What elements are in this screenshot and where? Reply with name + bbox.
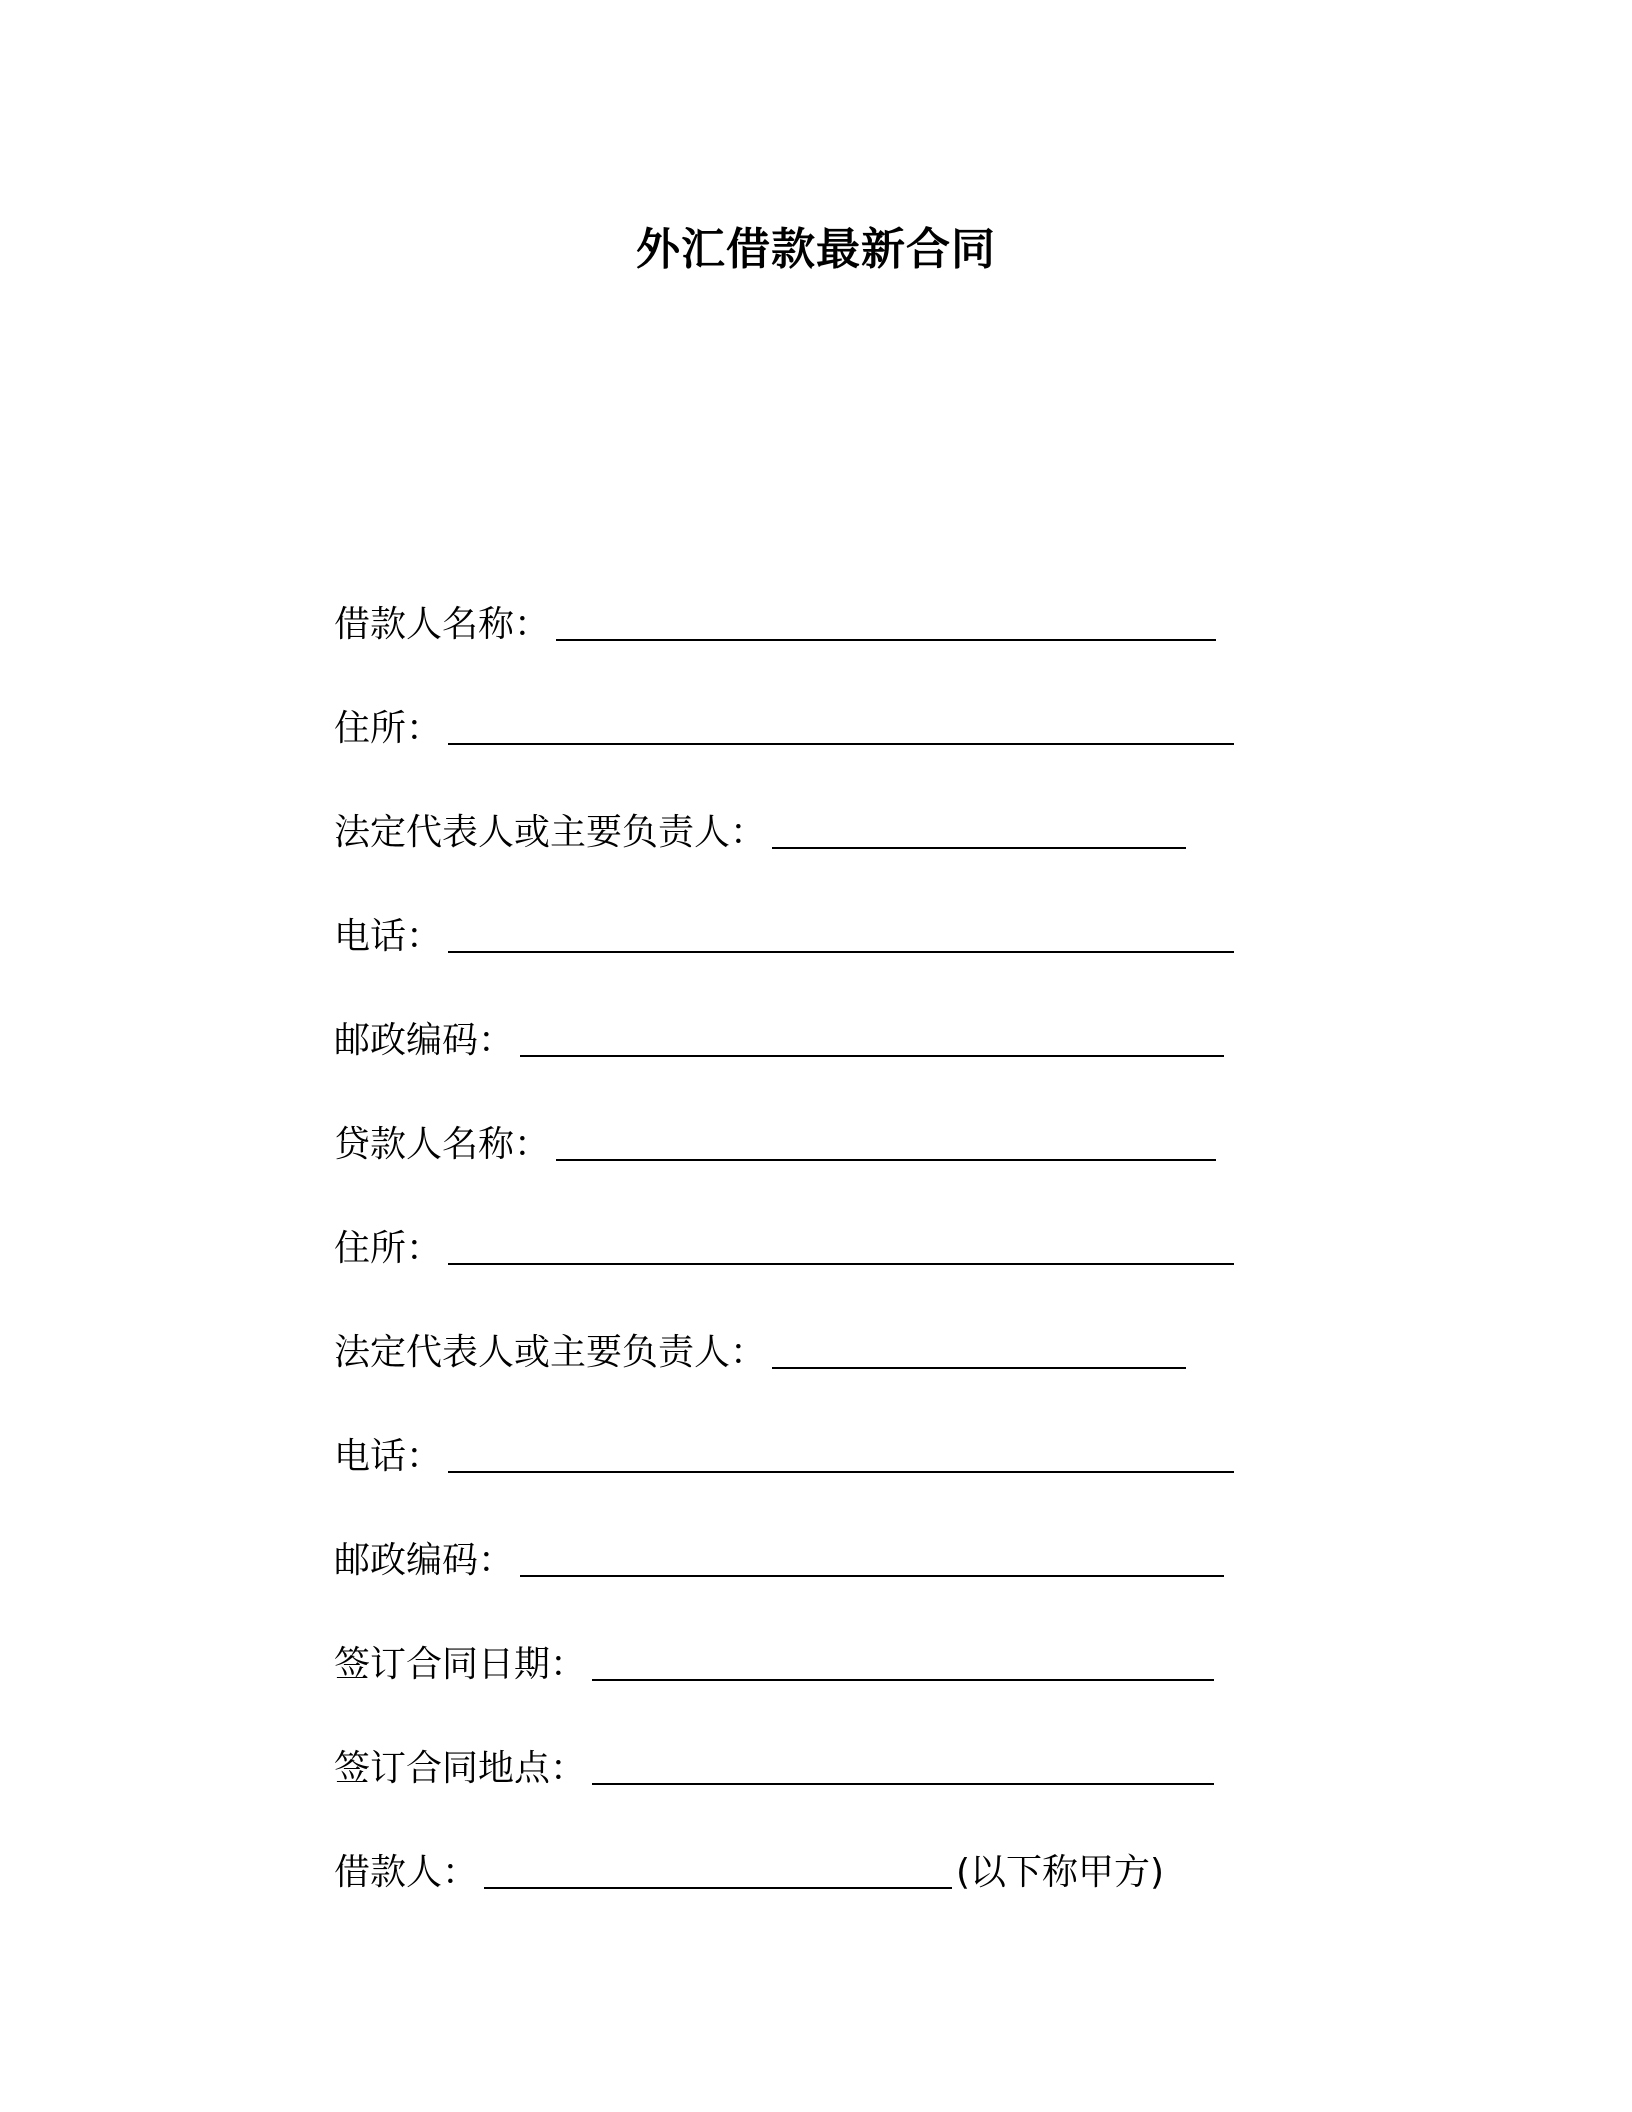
field-label: 贷款人名称： [334, 1124, 551, 1165]
lender-postcode-blank[interactable] [520, 1531, 1224, 1577]
field-label: 电话： [334, 1436, 443, 1477]
borrower-phone-blank[interactable] [448, 907, 1234, 953]
field-label: 电话： [334, 916, 443, 957]
signing-place-row [334, 1739, 1334, 1843]
field-label: 邮政编码： [334, 1020, 515, 1061]
borrower-name-row [334, 595, 1334, 699]
lender-phone-row [334, 1427, 1334, 1531]
lender-phone-blank[interactable] [448, 1427, 1234, 1473]
field-label: 签订合同日期： [334, 1644, 587, 1685]
borrower-party-a-blank[interactable] [484, 1843, 952, 1889]
lender-name-row [334, 1115, 1334, 1219]
borrower-representative-blank[interactable] [772, 803, 1186, 849]
borrower-party-a-row [334, 1843, 1334, 1947]
field-label: 借款人： [334, 1852, 479, 1893]
field-label: 借款人名称： [334, 604, 551, 645]
borrower-representative-row [334, 803, 1334, 907]
lender-representative-row [334, 1323, 1334, 1427]
signing-date-row [334, 1635, 1334, 1739]
signing-place-blank[interactable] [592, 1739, 1214, 1785]
lender-address-row [334, 1219, 1334, 1323]
lender-address-blank[interactable] [448, 1219, 1234, 1265]
field-label: 法定代表人或主要负责人： [334, 1332, 767, 1373]
party-a-note: (以下称甲方) [956, 1852, 1165, 1893]
borrower-postcode-blank[interactable] [520, 1011, 1224, 1057]
page-title: 外汇借款最新合同 [636, 224, 996, 275]
lender-postcode-row [334, 1531, 1334, 1635]
field-label: 住所： [334, 1228, 443, 1269]
lender-representative-blank[interactable] [772, 1323, 1186, 1369]
signing-date-blank[interactable] [592, 1635, 1214, 1681]
borrower-postcode-row [334, 1011, 1334, 1115]
party-info-form [334, 595, 1334, 1947]
lender-name-blank[interactable] [556, 1115, 1216, 1161]
field-label: 签订合同地点： [334, 1748, 587, 1789]
field-label: 邮政编码： [334, 1540, 515, 1581]
borrower-name-blank[interactable] [556, 595, 1216, 641]
borrower-address-blank[interactable] [448, 699, 1234, 745]
borrower-phone-row [334, 907, 1334, 1011]
field-label: 住所： [334, 708, 443, 749]
borrower-address-row [334, 699, 1334, 803]
field-label: 法定代表人或主要负责人： [334, 812, 767, 853]
